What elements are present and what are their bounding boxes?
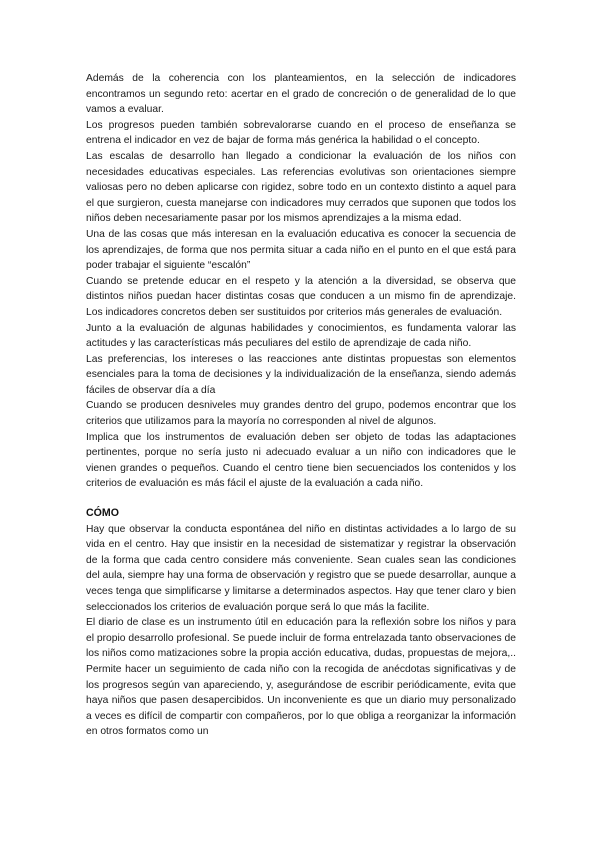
- paragraph-class-diary: El diario de clase es un instrumento útil en educación para la reflexión sobre los niños y para el propio desarrollo profesional. Se puede incluir de forma entrelazada tanto observaciones de los niños como matizaciones sobre la propia acción educativa, dudas, propuestas de mejora,.. Permite hacer un seguimiento de cada niño con la recogida de anécdotas significativas y de los progresos según van apareciendo, y, asegurándose de escribir periódicamente, evita que haya niños que pasen desapercibidos. Un inconveniente es que un diario muy personalizado a veces es difícil de compartir con compañeros, por lo que obliga a reorganizar la información en otros formatos como un: [86, 617, 516, 738]
- document-body: [86, 71, 516, 740]
- paragraph-observation: Hay que observar la conducta espontánea del niño en distintas actividades a lo largo de su vida en el centro. Hay que insistir en la necesidad de sistematizar y registrar la observación de la forma que cada centro considere más conveniente. Sean cuales sean las condiciones del aula, siempre hay una forma de observación y registro que se puede desarrollar, aunque a veces tenga que simplificarse y limitarse a determinados aspectos. Hay que tener claro y bien seleccionados los criterios de evaluación porque será lo que más la facilite.: [86, 523, 516, 613]
- paragraph-development-scales: Las escalas de desarrollo han llegado a condicionar la evaluación de los niños con necesidades educativas especiales. Las referencias evolutivas son orientaciones siempre valiosas pero no deben aplicarse con rigidez, sobre todo en un contexto distinto a aquel para el que surgieron, cuesta manejarse con indicadores muy cerrados que suponen que todos los niños deben necesariamente pasar por los mismos aprendizajes a la misma edad.: [86, 150, 516, 225]
- paragraph-learning-sequence: Una de las cosas que más interesan en la evaluación educativa es conocer la secuencia de los aprendizajes, de forma que nos permita situar a cada niño en el punto en el que está para poder trabajar el siguiente “escalón”: [86, 228, 516, 272]
- paragraph-indicator-selection: Además de la coherencia con los planteamientos, en la selección de indicadores encontramos un segundo reto: acertar en el grado de concreción o de generalidad de lo que vamos a evaluar.: [86, 73, 516, 116]
- paragraph-progress-overvaluation: Los progresos pueden también sobrevalorarse cuando en el proceso de enseñanza se entrena el indicador en vez de bajar de forma más genérica la habilidad o el concepto.: [86, 119, 516, 147]
- paragraph-adaptations: Implica que los instrumentos de evaluación deben ser objeto de todas las adaptaciones pertinentes, porque no sería justo ni adecuado evaluar a un niño con indicadores que le vienen grandes o pequeños. Cuando el centro tiene bien secuenciados los contenidos y los criterios de evaluación es más fácil el ajuste de la evaluación a cada niño.: [86, 431, 516, 490]
- section-heading-como: CÓMO: [86, 507, 119, 520]
- paragraph-preferences: Las preferencias, los intereses o las reacciones ante distintas propuestas son elementos esenciales para la toma de decisiones y la individualización de la enseñanza, siendo además fáciles de observar día a día: [86, 353, 516, 396]
- paragraph-level-gaps: Cuando se producen desniveles muy grandes dentro del grupo, podemos encontrar que los criterios que utilizamos para la mayoría no corresponden al nivel de algunos.: [86, 400, 516, 428]
- paragraph-diversity: Cuando se pretende educar en el respeto y la atención a la diversidad, se observa que distintos niños puedan hacer distintas cosas que conducen a un mismo fin de aprendizaje. Los indicadores concretos deben ser sustituidos por criterios más generales de evaluación.: [86, 275, 516, 318]
- paragraph-attitudes: Junto a la evaluación de algunas habilidades y conocimientos, es fundamenta valorar las actitudes y las características más peculiares del estilo de aprendizaje de cada niño.: [86, 322, 516, 350]
